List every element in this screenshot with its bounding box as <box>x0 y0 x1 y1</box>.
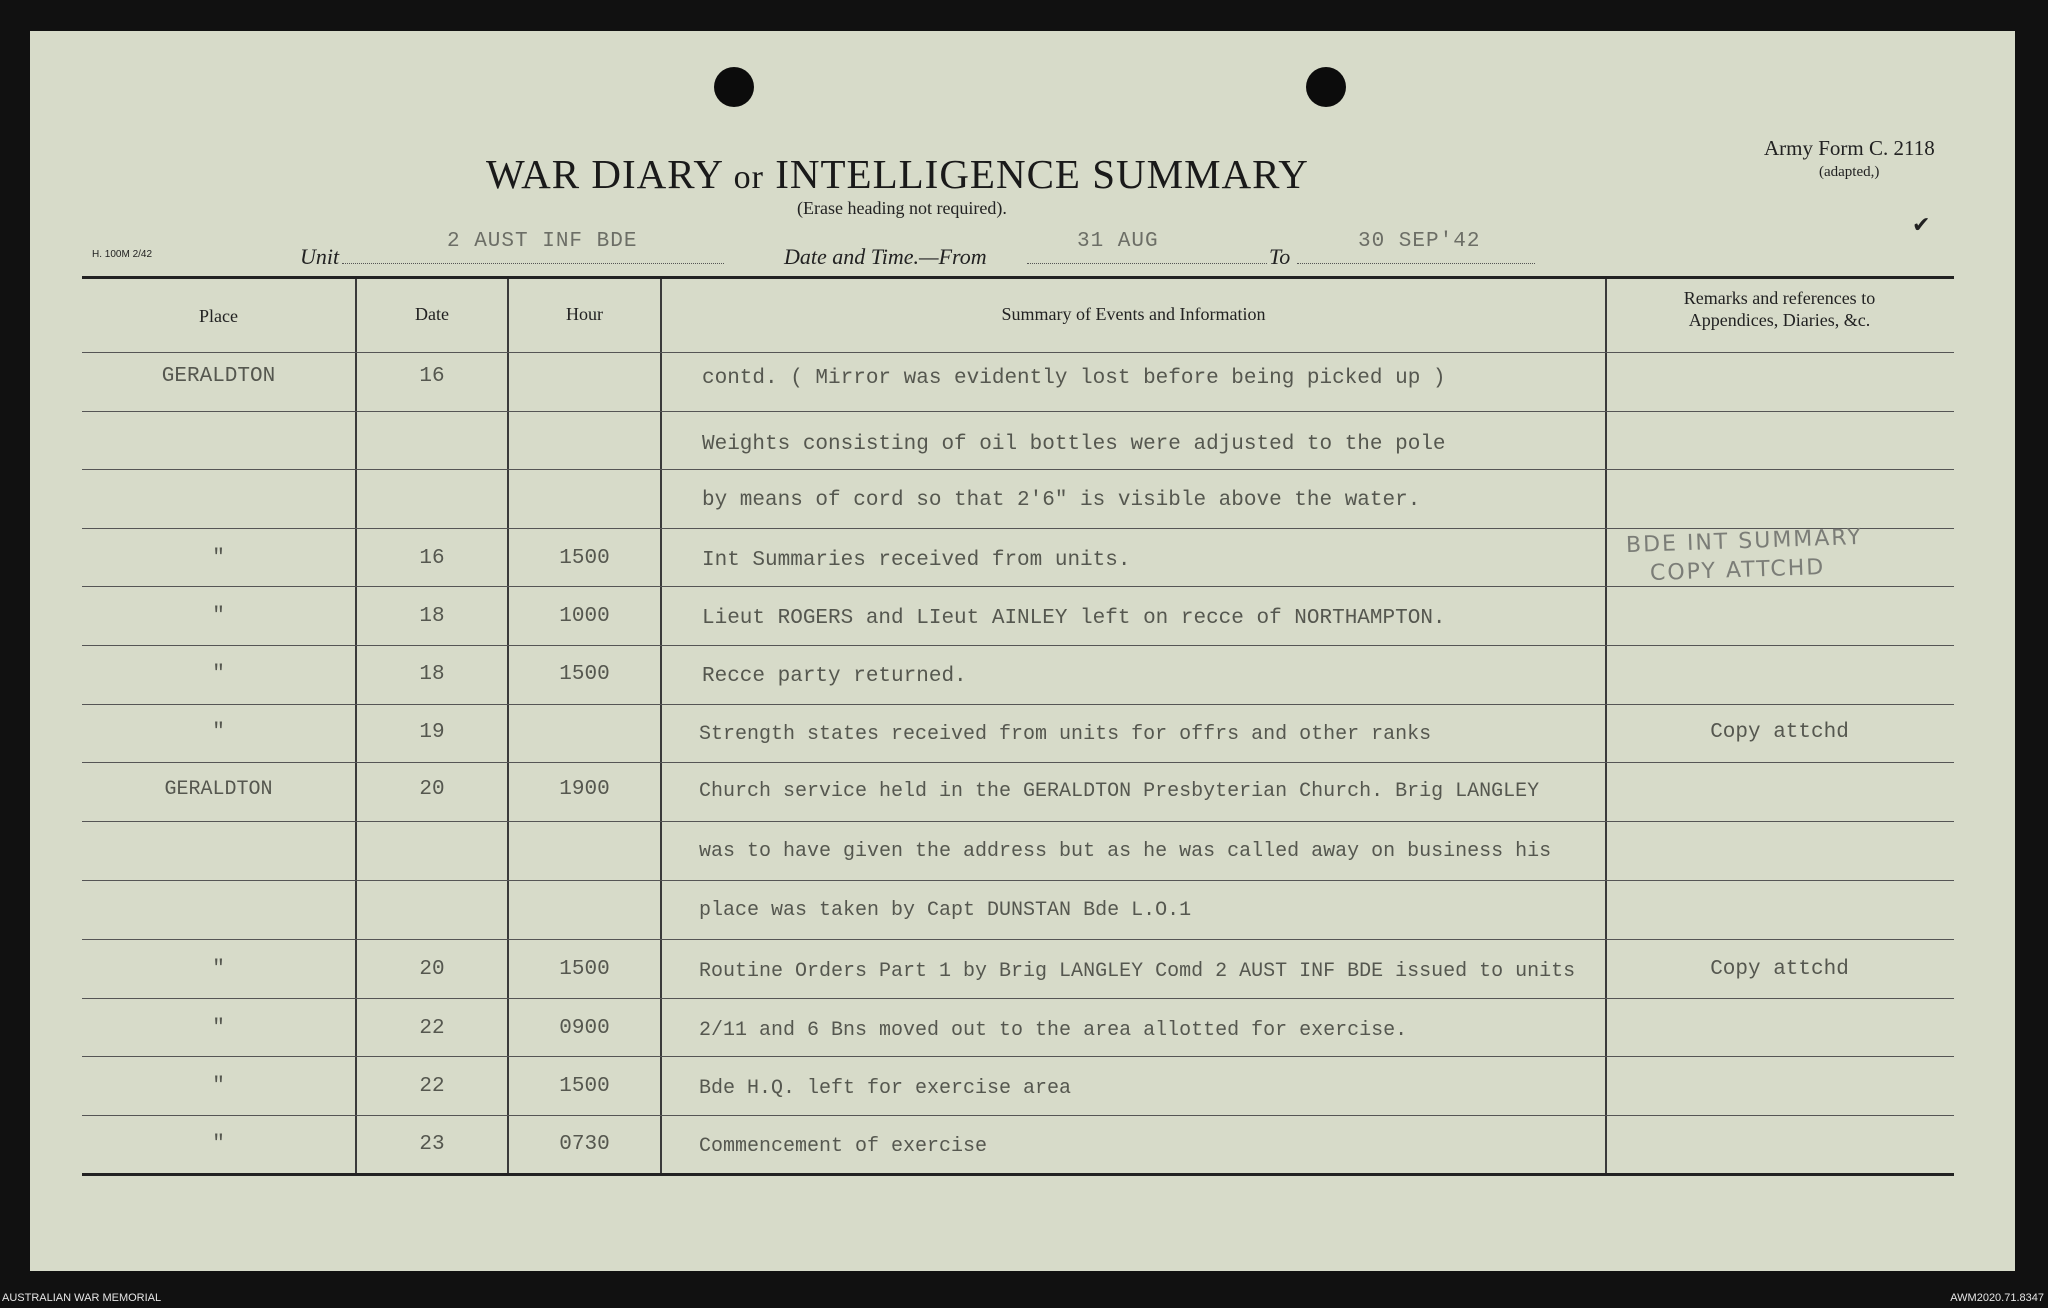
row-12-hour: 0900 <box>559 1017 610 1040</box>
column-header-summary: Summary of Events and Information <box>1001 304 1266 324</box>
row-14-date: 23 <box>419 1133 445 1156</box>
form-title <box>486 150 1356 198</box>
to-label: To <box>1269 244 1291 269</box>
row-13-summary: Bde H.Q. left for exercise area <box>699 1077 1072 1100</box>
army-form-adapted: (adapted,) <box>1819 164 1880 180</box>
row-14-place: " <box>212 1133 225 1156</box>
row-6-date: 18 <box>419 663 445 686</box>
row-13-date: 22 <box>419 1075 445 1098</box>
row-8-summary: Church service held in the GERALDTON Presbyterian Church. Brig LANGLEY <box>699 780 1540 803</box>
footer-accession-number: AWM2020.71.8347 <box>1950 1292 2044 1304</box>
from-dotted-line <box>1027 263 1267 264</box>
row-8-place: GERALDTON <box>164 778 273 801</box>
column-header-remarks <box>1607 287 1952 331</box>
row-4-place: " <box>212 547 225 570</box>
row-4-hour: 1500 <box>559 547 610 570</box>
unit-dotted-line <box>342 263 724 264</box>
column-header-date: Date <box>415 304 449 324</box>
row-11-place: " <box>212 958 225 981</box>
row-rule <box>82 762 1954 763</box>
row-1-place: GERALDTON <box>161 365 276 388</box>
row-12-date: 22 <box>419 1017 445 1040</box>
row-5-hour: 1000 <box>559 605 610 628</box>
tick-mark: ✔ <box>1912 212 1931 237</box>
row-7-place: " <box>212 721 225 744</box>
row-rule <box>82 998 1954 999</box>
title-intelligence-summary: INTELLIGENCE SUMMARY <box>775 151 1309 197</box>
footer-institution: AUSTRALIAN WAR MEMORIAL <box>2 1292 162 1304</box>
unit-value: 2 AUST INF BDE <box>447 230 638 253</box>
army-form-number: Army Form C. 2118 <box>1764 136 1935 160</box>
title-war-diary: WAR DIARY <box>486 151 723 197</box>
row-7-remarks: Copy attchd <box>1710 721 1849 744</box>
print-code: H. 100M 2/42 <box>92 249 153 260</box>
row-rule <box>82 821 1954 822</box>
row-5-date: 18 <box>419 605 445 628</box>
row-rule <box>82 352 1954 353</box>
remarks-header-line2: Appendices, Diaries, &c. <box>1688 310 1871 330</box>
table-top-rule <box>82 276 1954 279</box>
row-rule <box>82 1115 1954 1116</box>
row-14-summary: Commencement of exercise <box>699 1135 988 1158</box>
from-value: 31 AUG <box>1077 230 1159 253</box>
row-rule <box>82 645 1954 646</box>
row-rule <box>82 411 1954 412</box>
row-8-hour: 1900 <box>559 778 610 801</box>
row-9-summary: was to have given the address but as he was called away on business his <box>699 840 1552 863</box>
row-2-summary: Weights consisting of oil bottles were adjusted to the pole <box>702 433 1446 456</box>
row-5-place: " <box>212 605 225 628</box>
row-10-summary: place was taken by Capt DUNSTAN Bde L.O.1 <box>699 899 1192 922</box>
title-or: or <box>733 159 764 196</box>
punch-hole-left <box>714 67 754 107</box>
row-rule <box>82 704 1954 705</box>
to-dotted-line <box>1297 263 1535 264</box>
row-13-place: " <box>212 1075 225 1098</box>
row-13-hour: 1500 <box>559 1075 610 1098</box>
row-14-hour: 0730 <box>559 1133 610 1156</box>
row-3-summary: by means of cord so that 2'6" is visible above the water. <box>702 489 1421 512</box>
row-1-summary: contd. ( Mirror was evidently lost before being picked up ) <box>702 367 1446 390</box>
row-rule <box>82 469 1954 470</box>
punch-hole-right <box>1306 67 1346 107</box>
row-11-summary: Routine Orders Part 1 by Brig LANGLEY Comd 2 AUST INF BDE issued to units <box>699 960 1576 983</box>
row-7-date: 19 <box>419 721 445 744</box>
remarks-header-line1: Remarks and references to <box>1683 288 1876 308</box>
row-4-summary: Int Summaries received from units. <box>702 549 1131 572</box>
row-8-date: 20 <box>419 778 445 801</box>
form-subtitle: (Erase heading not required). <box>797 198 1007 218</box>
unit-label: Unit <box>300 244 340 269</box>
row-rule <box>82 1056 1954 1057</box>
date-time-from-label: Date and Time.—From <box>784 244 987 269</box>
row-6-summary: Recce party returned. <box>702 665 967 688</box>
row-11-remarks: Copy attchd <box>1710 958 1849 981</box>
row-rule <box>82 586 1954 587</box>
column-header-place: Place <box>199 306 238 326</box>
to-value: 30 SEP'42 <box>1358 230 1481 253</box>
row-11-date: 20 <box>419 958 445 981</box>
handwritten-note-line1: BDE INT SUMMARY <box>1625 524 1864 559</box>
column-header-hour: Hour <box>566 304 603 324</box>
row-12-place: " <box>212 1017 225 1040</box>
row-6-place: " <box>212 663 225 686</box>
row-rule <box>82 939 1954 940</box>
column-divider <box>660 279 662 1173</box>
handwritten-note-line2: COPY ATTCHD <box>1649 554 1826 587</box>
row-12-summary: 2/11 and 6 Bns moved out to the area allotted for exercise. <box>699 1019 1408 1042</box>
row-rule <box>82 880 1954 881</box>
row-11-hour: 1500 <box>559 958 610 981</box>
row-4-date: 16 <box>419 547 445 570</box>
row-7-summary: Strength states received from units for offrs and other ranks <box>699 723 1432 746</box>
row-1-date: 16 <box>419 365 445 388</box>
row-5-summary: Lieut ROGERS and LIeut AINLEY left on recce of NORTHAMPTON. <box>702 607 1446 630</box>
table-bottom-rule <box>82 1173 1954 1176</box>
row-6-hour: 1500 <box>559 663 610 686</box>
row-rule <box>82 528 1954 529</box>
